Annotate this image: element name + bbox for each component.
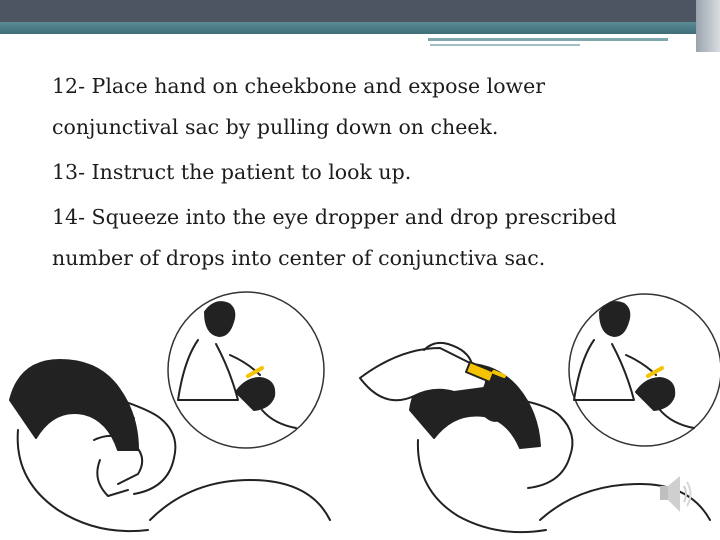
step-14-line-2: number of drops into center of conjunctiva sac. [52,246,546,270]
corner-decoration [696,0,720,52]
step-12-line-2: conjunctival sac by pulling down on cheek. [52,115,499,139]
header-band [0,0,720,22]
speaker-icon[interactable] [652,472,692,516]
step-12 [52,66,672,148]
step-12-line-1: 12- Place hand on cheekbone and expose lower [52,74,546,98]
eye-drop-illustration [0,290,720,540]
inset-circle-right [569,294,720,446]
inset-circle-left [168,292,324,448]
step-14 [52,197,672,279]
slide-body [52,66,672,283]
decorative-line [428,38,668,41]
step-14-line-1: 14- Squeeze into the eye dropper and drop prescribed [52,205,617,229]
header-accent-strip [0,22,720,34]
step-13 [52,152,672,193]
step-13-line-1: 13- Instruct the patient to look up. [52,160,412,184]
decorative-line [430,44,580,46]
